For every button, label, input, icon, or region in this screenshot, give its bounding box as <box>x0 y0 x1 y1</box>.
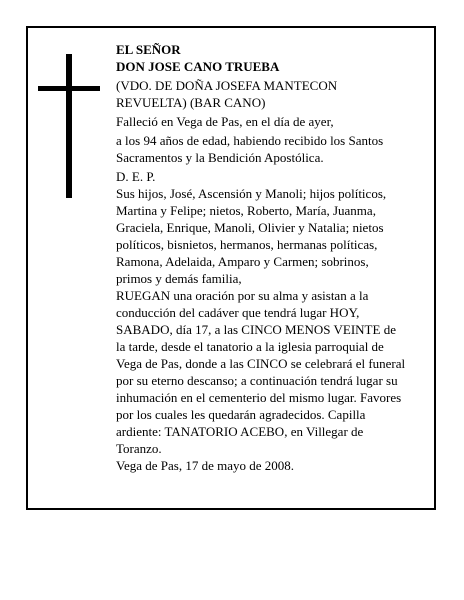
deceased-name: DON JOSE CANO TRUEBA <box>116 59 280 74</box>
widower-line: REVUELTA) (BAR CANO) <box>116 95 266 110</box>
request-line: por su eterno descanso; a continuación tendrá lugar su <box>116 373 398 388</box>
request-line: Vega de Pas, donde a las CINCO se celebrará el funeral <box>116 356 406 371</box>
family-line: Graciela, Enrique, Manoli, Olivier y Natalia; nietos <box>116 220 384 235</box>
request-line: SABADO, día 17, a las CINCO MENOS VEINTE de <box>116 322 396 337</box>
obituary-notice <box>26 26 436 510</box>
request-line: conducción del cadáver que tendrá lugar HOY, <box>116 305 360 320</box>
request-line: por los cuales les quedarán agradecidos. Capilla <box>116 407 366 422</box>
death-notice-line: a los 94 años de edad, habiendo recibido los Santos <box>116 133 384 148</box>
request-line: RUEGAN una oración por su alma y asistan a la <box>116 288 369 303</box>
cross-icon <box>38 54 100 198</box>
death-notice-line: Falleció en Vega de Pas, en el día de ayer, <box>116 114 334 129</box>
place-and-date: Vega de Pas, 17 de mayo de 2008. <box>116 458 294 473</box>
request-line: Toranzo. <box>116 441 162 456</box>
rest-in-peace: D. E. P. <box>116 169 156 184</box>
family-line: políticos, bisnietos, hermanos, hermanas políticas, <box>116 237 378 252</box>
obituary-text <box>116 41 430 474</box>
request-line: inhumación en el cementerio del mismo lugar. Favores <box>116 390 402 405</box>
family-line: Sus hijos, José, Ascensión y Manoli; hijos políticos, <box>116 186 387 201</box>
death-notice-line: Sacramentos y la Bendición Apostólica. <box>116 150 324 165</box>
cross-vertical-bar <box>66 54 72 198</box>
family-line: Ramona, Adelaida, Amparo y Carmen; sobrinos, <box>116 254 369 269</box>
cross-horizontal-bar <box>38 86 100 91</box>
family-line: Martina y Felipe; nietos, Roberto, María, Juanma, <box>116 203 376 218</box>
family-line: primos y demás familia, <box>116 271 242 286</box>
request-line: la tarde, desde el tanatorio a la iglesia parroquial de <box>116 339 384 354</box>
deceased-title: EL SEÑOR <box>116 42 181 57</box>
request-line: ardiente: TANATORIO ACEBO, en Villegar de <box>116 424 364 439</box>
widower-line: (VDO. DE DOÑA JOSEFA MANTECON <box>116 78 338 93</box>
